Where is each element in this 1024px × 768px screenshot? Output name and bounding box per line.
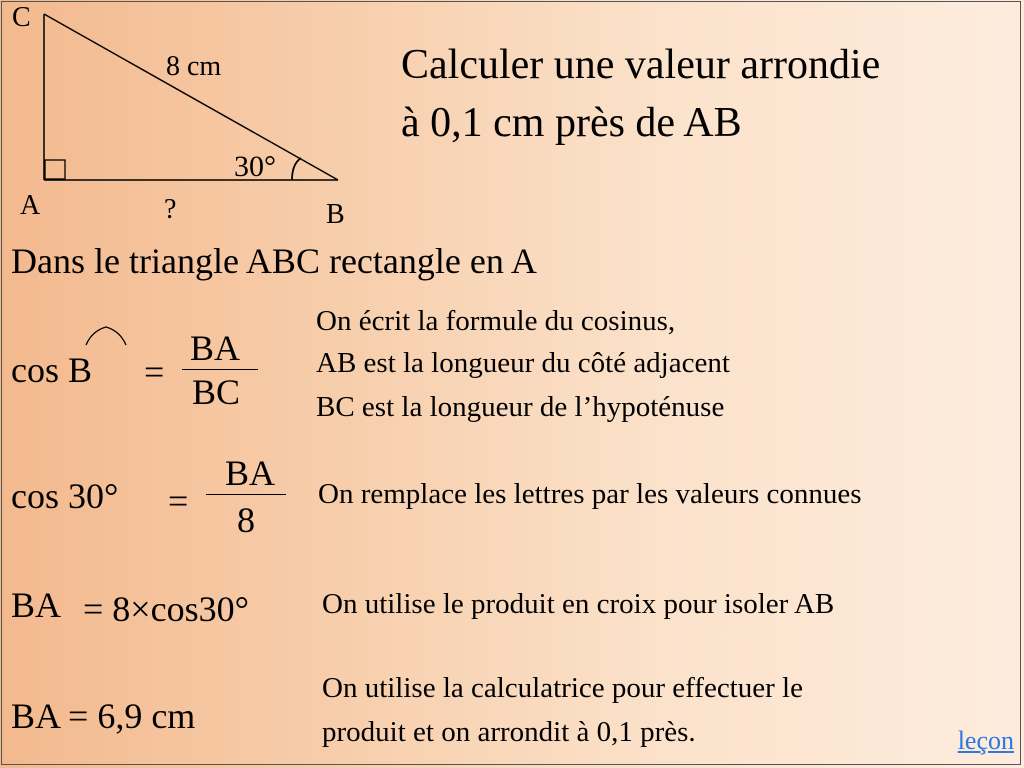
step3-lhs: BA (11, 585, 62, 625)
step3-rhs: = 8×cos30° (83, 589, 249, 629)
unknown-side-label: ? (164, 194, 177, 225)
step1-note-line-3: BC est la longueur de l’hypoténuse (316, 391, 725, 423)
vertex-b-label: B (326, 199, 345, 230)
context-sentence: Dans le triangle ABC rectangle en A (11, 241, 537, 281)
step1-angle-b: B (68, 350, 93, 390)
lesson-link[interactable]: leçon (957, 726, 1014, 755)
angle-b-arc (292, 158, 301, 180)
problem-line-2: à 0,1 cm près de AB (401, 100, 742, 146)
angle-b-label: 30° (234, 150, 276, 183)
vertex-c-label: C (12, 2, 31, 33)
step2-fraction-bar (206, 494, 286, 495)
problem-line-1: Calculer une valeur arrondie (401, 42, 881, 88)
step1-note-line-2: AB est la longueur du côté adjacent (316, 347, 730, 379)
step2-lhs: cos 30° (11, 476, 119, 516)
step2-denominator: 8 (237, 500, 255, 540)
step2-equals: = (168, 481, 189, 521)
step1-note-line-1: On écrit la formule du cosinus, (316, 305, 676, 337)
vertex-a-label: A (20, 190, 41, 221)
step1-numerator: BA (190, 328, 241, 368)
step1-denominator: BC (192, 372, 241, 412)
angle-hat-icon (84, 325, 128, 347)
step2-note: On remplace les lettres par les valeurs connues (318, 478, 862, 510)
step1-fraction-bar (182, 369, 258, 370)
step1-cos-prefix: cos (11, 350, 68, 390)
side-cb (44, 14, 338, 180)
step4-note-line-2: produit et on arrondit à 0,1 près. (322, 716, 696, 748)
right-angle-marker (45, 160, 65, 179)
step3-note: On utilise le produit en croix pour isoler AB (322, 588, 835, 620)
hypotenuse-length-label: 8 cm (166, 51, 222, 82)
step4-note-line-1: On utilise la calculatrice pour effectuer le (322, 672, 803, 704)
step1-lhs (11, 352, 92, 388)
right-triangle-diagram (0, 0, 360, 240)
step1-equals: = (144, 352, 165, 392)
step2-numerator: BA (225, 453, 276, 493)
step4-result: BA = 6,9 cm (11, 696, 196, 736)
